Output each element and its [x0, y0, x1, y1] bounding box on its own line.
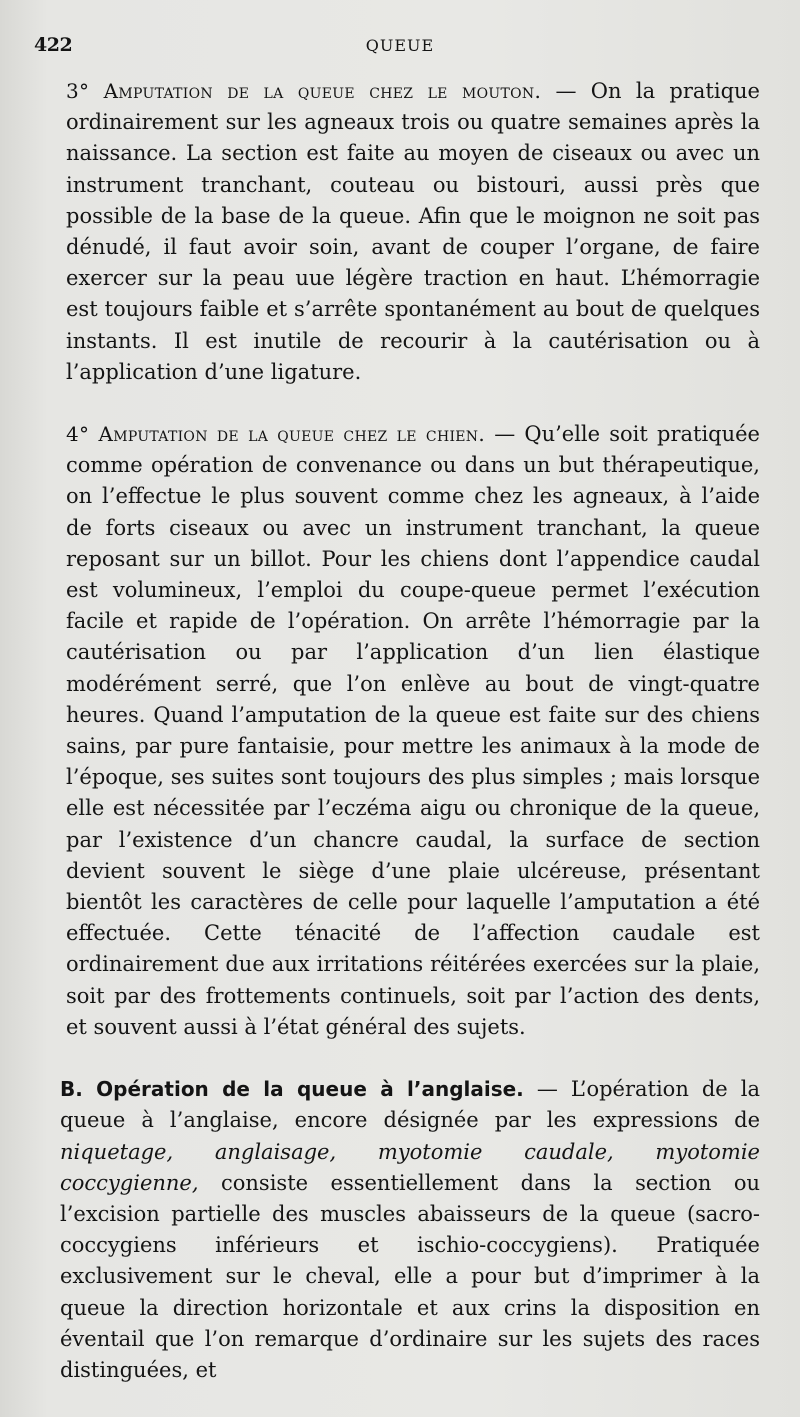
section-heading: B. Opération de la queue à l’anglaise. — [60, 1077, 524, 1102]
section-anglaise — [38, 1074, 760, 1386]
section-heading: 4° Amputation de la queue chez le chien. — [66, 422, 486, 447]
heading-dash: — — [485, 422, 525, 447]
section-text-after: consiste essentiellement dans la section ou l’excision partielle des muscles abaisseurs de la queue (sacro-coccygiens inférieurs et ischio-coccygiens). Pratiquée exclusivement sur le cheval, elle a pour but d’imprimer à la queue la direction horizontale et aux crins la disposition en éventail que l’on remarque d’ordinaire sur les sujets des races distinguées, et — [60, 1170, 760, 1382]
page-number: 422 — [34, 34, 73, 56]
heading-dash: — — [541, 79, 591, 103]
section-text-before: L’opération de la queue à l’anglaise, encore désignée par les expressions de — [60, 1077, 760, 1133]
section-mouton — [38, 76, 760, 388]
heading-dash: — — [523, 1077, 571, 1102]
section-text: Qu’elle soit pratiquée comme opération de convenance ou dans un but thérapeutique, on l’effectue le plus souvent comme chez les agneaux, à l’aide de forts ciseaux ou avec un instrument tranchant, la queue reposant sur un billot. Pour les chiens dont l’appendice caudal est volumineux, l’emploi du coupe-queue permet l’exécution facile et rapide de l’opération. On arrête l’hémorragie par la cautérisation ou par l’application d’un lien élastique modérément serré, que l’on enlève au bout de vingt-quatre heures. Quand l’amputation de la queue est faite sur des chiens sains, par pure fantaisie, pour mettre les animaux à la mode de l’époque, ses suites sont toujours des plus simples ; mais lorsque elle est nécessitée par l’eczéma aigu ou chronique de la queue, par l’existence d’un chancre caudal, la surface de section devient souvent le siège d’une plaie ulcéreuse, présentant bientôt les caractères de celle pour laquelle l’amputation a été effectuée. Cette ténacité de l’affection caudale est ordinairement due aux irritations réitérées exercées sur la plaie, soit par des frottements continuels, soit par l’action des dents, et souvent aussi à l’état général des sujets. — [66, 422, 760, 1039]
section-text: On la pratique ordinairement sur les agneaux trois ou quatre semaines après la naissance. La section est faite au moyen de ciseaux ou avec un instrument tranchant, couteau ou bistouri, aussi près que possible de la base de la queue. Afin que le moignon ne soit pas dénudé, il faut avoir soin, avant de couper l’organe, de faire exercer sur la peau uue légère traction en haut. L’hémorragie est toujours faible et s’arrête spontanément au bout de quelques instants. Il est inutile de recourir à la cautérisation ou à l’application d’une ligature. — [66, 79, 760, 384]
page-body — [38, 76, 760, 1386]
section-chien — [38, 419, 760, 1043]
section-heading: 3° Amputation de la queue chez le mouton. — [66, 79, 542, 103]
running-head: QUEUE — [365, 36, 435, 55]
italic-terms: niquetage, anglaisage, myotomie caudale, myotomie coccygienne, — [60, 1139, 760, 1195]
page-header — [0, 34, 800, 64]
